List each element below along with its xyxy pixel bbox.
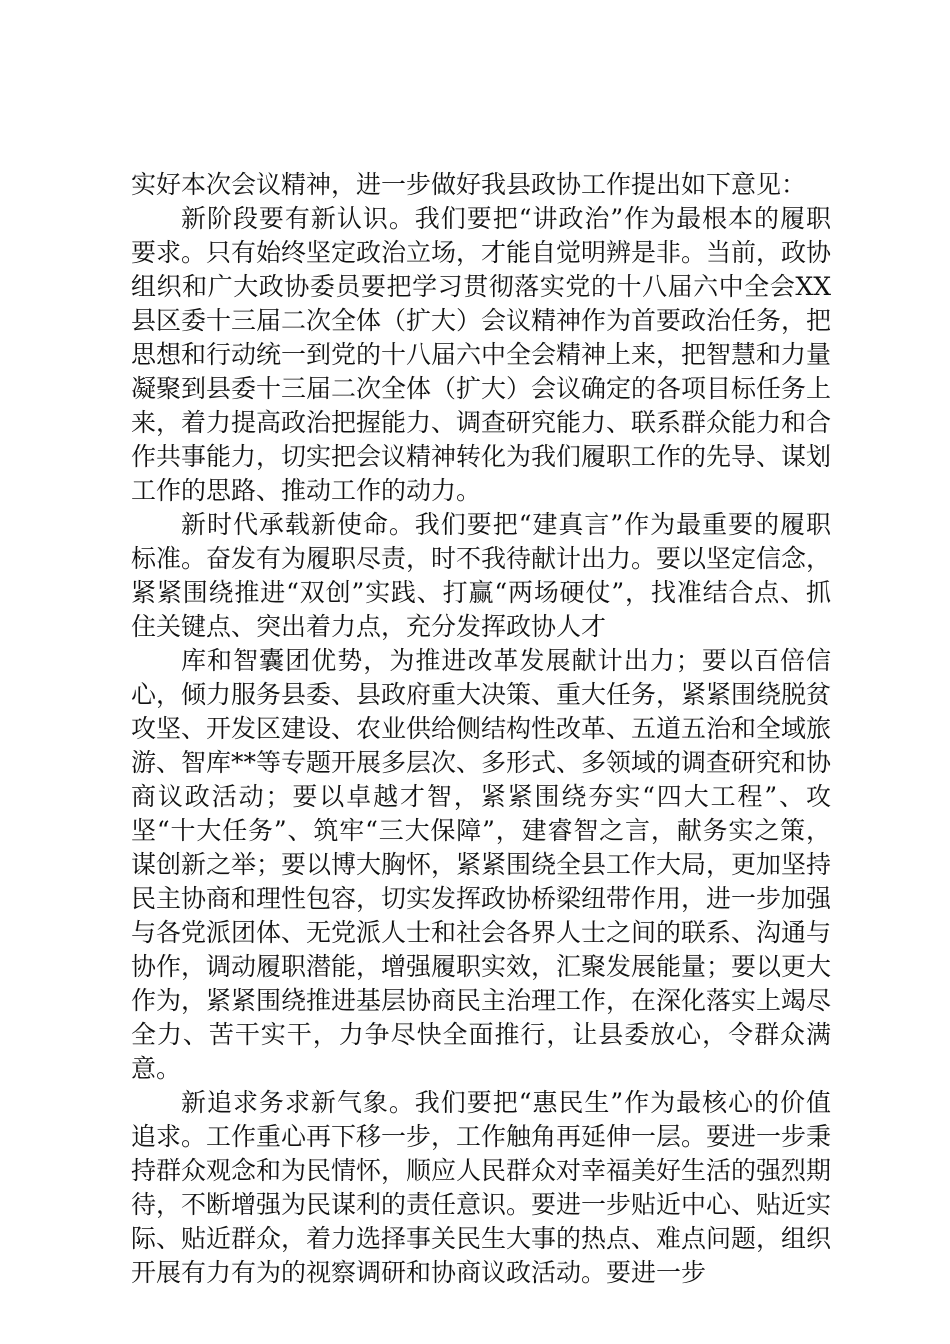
paragraph-think-tank: 库和智囊团优势，为推进改革发展献计出力；要以百倍信心，倾力服务县委、县政府重大决策、重大任务，紧紧围绕脱贫攻坚、开发区建设、农业供给侧结构性改革、五道五治和全域旅游、智库**等专题开展多层次、多形式、多领域的调查研究和协商议政活动；要以卓越才智，紧紧围绕夯实“四大工程”、攻坚“十大任务”、筑牢“三大保障”，建睿智之言，献务实之策，谋创新之举；要以博大胸怀，紧紧围绕全县工作大局，更加坚持民主协商和理性包容，切实发挥政协桥梁纽带作用，进一步加强与各党派团体、无党派人士和社会各界人士之间的联系、沟通与协作，调动履职潜能，增强履职实效，汇聚发展能量；要以更大作为，紧紧围绕推进基层协商民主治理工作，在深化落实上竭尽全力、苦干实干，力争尽快全面推行，让县委放心，令群众满意。 bbox=[131, 646, 832, 1083]
paragraph-new-mission: 新时代承载新使命。我们要把“建真言”作为最重要的履职标准。奋发有为履职尽责，时不我待献计出力。要以坚定信念，紧紧围绕推进“双创”实践、打赢“两场硬仗”，找准结合点、抓住关键点、突出着力点，充分发挥政协人才 bbox=[131, 510, 832, 641]
paragraph-new-understanding: 新阶段要有新认识。我们要把“讲政治”作为最根本的履职要求。只有始终坚定政治立场，才能自觉明辨是非。当前，政协组织和广大政协委员要把学习贯彻落实党的十八届六中全会XX县区委十三届二次全体（扩大）会议精神作为首要政治任务，把思想和行动统一到党的十八届六中全会精神上来，把智慧和力量凝聚到县委十三届二次全体（扩大）会议确定的各项目标任务上来，着力提高政治把握能力、调查研究能力、联系群众能力和合作共事能力，切实把会议精神转化为我们履职工作的先导、谋划工作的思路、推动工作的动力。 bbox=[131, 204, 832, 505]
document-body bbox=[131, 168, 831, 1290]
paragraph-opening-continuation: 实好本次会议精神，进一步做好我县政协工作提出如下意见： bbox=[131, 170, 807, 199]
paragraph-new-pursuit: 新追求务求新气象。我们要把“惠民生”作为最核心的价值追求。工作重心再下移一步，工作触角再延伸一层。要进一步秉持群众观念和为民情怀，顺应人民群众对幸福美好生活的强烈期待，不断增强为民谋利的责任意识。要进一步贴近中心、贴近实际、贴近群众，着力选择事关民生大事的热点、难点问题，组织开展有力有为的视察调研和协商议政活动。要进一步 bbox=[131, 1088, 832, 1287]
